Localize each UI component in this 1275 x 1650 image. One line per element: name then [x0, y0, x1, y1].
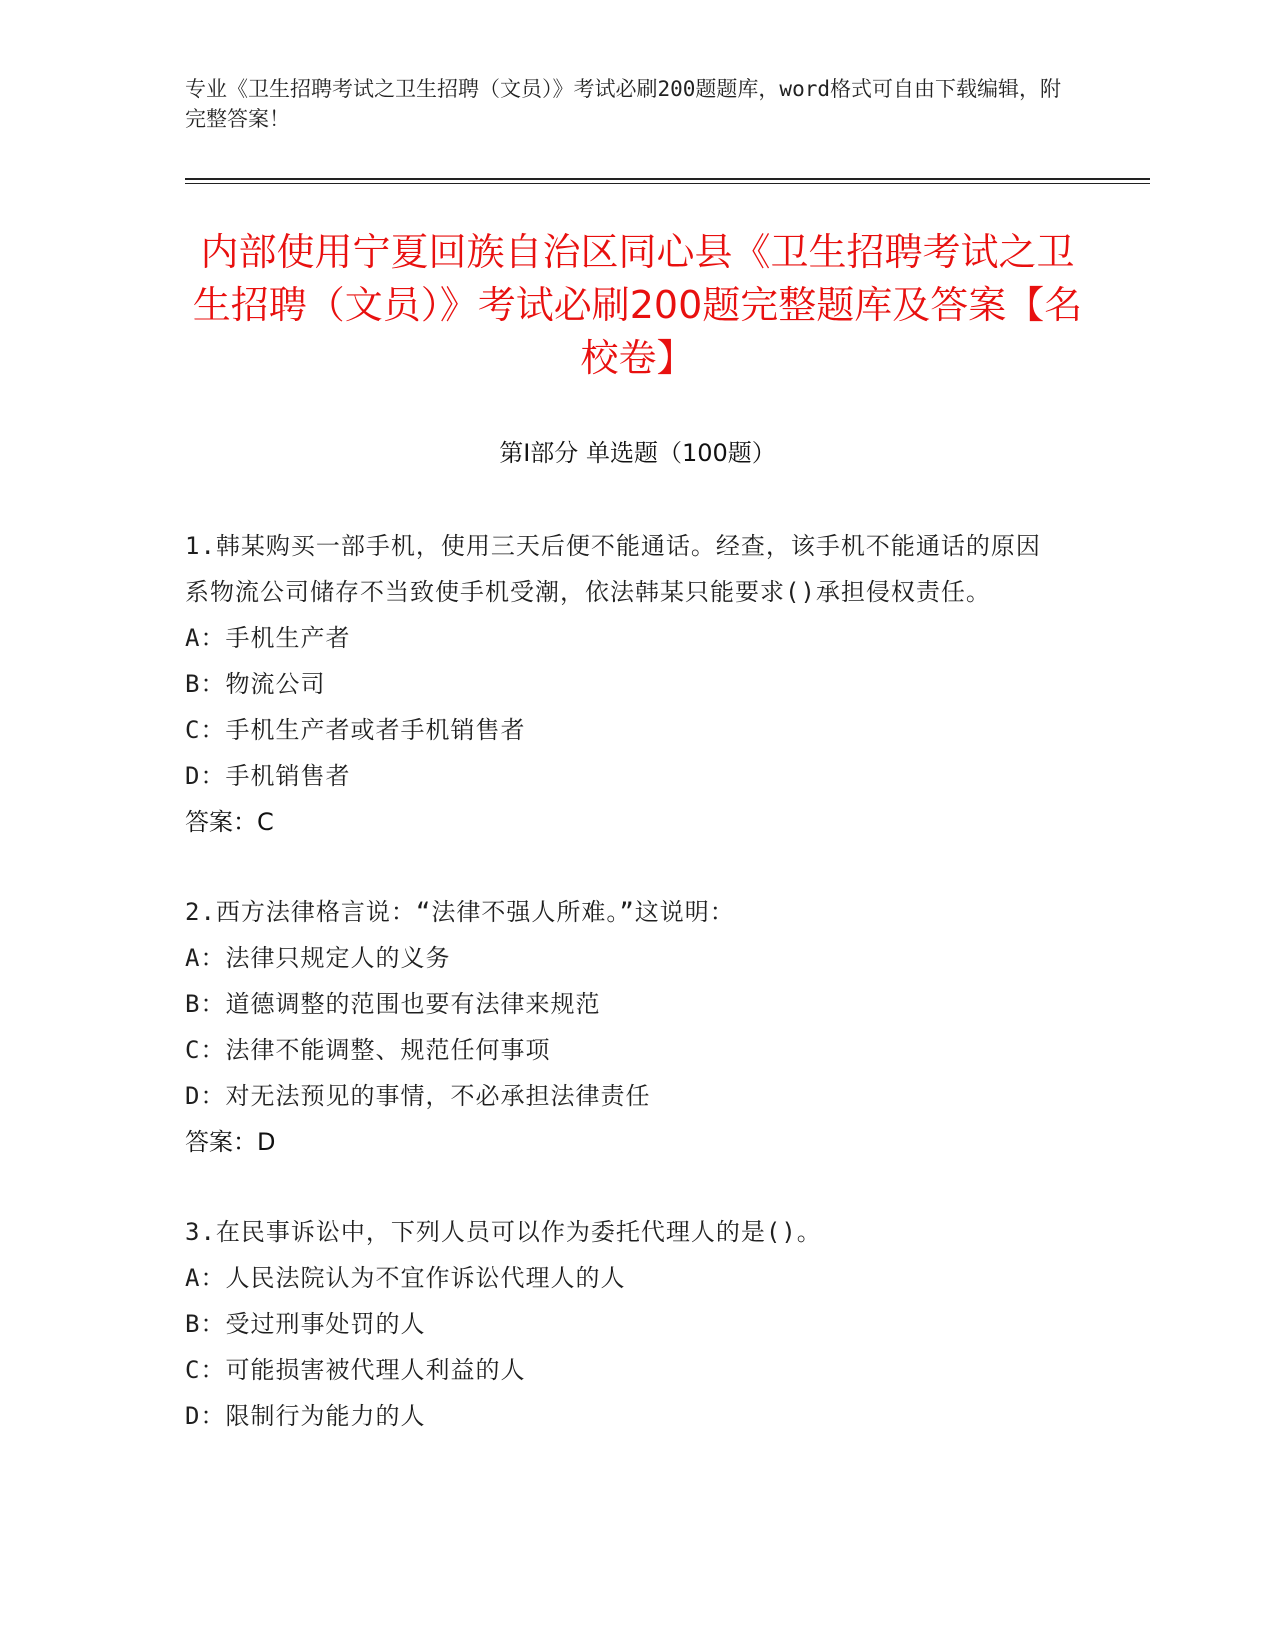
question-stem: 1.韩某购买一部手机，使用三天后便不能通话。经查，该手机不能通话的原因系物流公司储存不当致使手机受潮，依法韩某只能要求()承担侵权责任。 [185, 532, 1041, 606]
section-heading: 第Ⅰ部分 单选题（100题） [499, 439, 776, 467]
option-b: B：受过刑事处罚的人 [185, 1310, 426, 1338]
option-a: A：法律只规定人的义务 [185, 944, 451, 972]
answer-line: 答案：C [185, 808, 274, 836]
option-c: C：法律不能调整、规范任何事项 [185, 1036, 551, 1064]
question-3 [185, 1209, 1065, 1439]
option-c: C：手机生产者或者手机销售者 [185, 716, 526, 744]
option-a: A：人民法院认为不宜作诉讼代理人的人 [185, 1264, 626, 1292]
header-divider-thin [185, 183, 1150, 184]
question-list [185, 523, 1065, 1483]
question-stem: 3.在民事诉讼中，下列人员可以作为委托代理人的是()。 [185, 1218, 822, 1246]
option-d: D：对无法预见的事情，不必承担法律责任 [185, 1082, 651, 1110]
answer-line: 答案：D [185, 1128, 276, 1156]
header-divider-thick [185, 178, 1150, 180]
header-note: 专业《卫生招聘考试之卫生招聘（文员）》考试必刷200题题库，word格式可自由下载编辑，附完整答案！ [185, 77, 1061, 131]
document-title: 内部使用宁夏回族自治区同心县《卫生招聘考试之卫生招聘（文员）》考试必刷200题完整题库及答案【名校卷】 [192, 230, 1083, 380]
option-b: B：物流公司 [185, 670, 326, 698]
question-2 [185, 889, 1065, 1165]
option-a: A：手机生产者 [185, 624, 351, 652]
option-b: B：道德调整的范围也要有法律来规范 [185, 990, 601, 1018]
option-d: D：限制行为能力的人 [185, 1402, 426, 1430]
question-1 [185, 523, 1065, 845]
option-c: C：可能损害被代理人利益的人 [185, 1356, 526, 1384]
option-d: D：手机销售者 [185, 762, 351, 790]
question-stem: 2.西方法律格言说：“法律不强人所难。”这说明： [185, 898, 735, 926]
